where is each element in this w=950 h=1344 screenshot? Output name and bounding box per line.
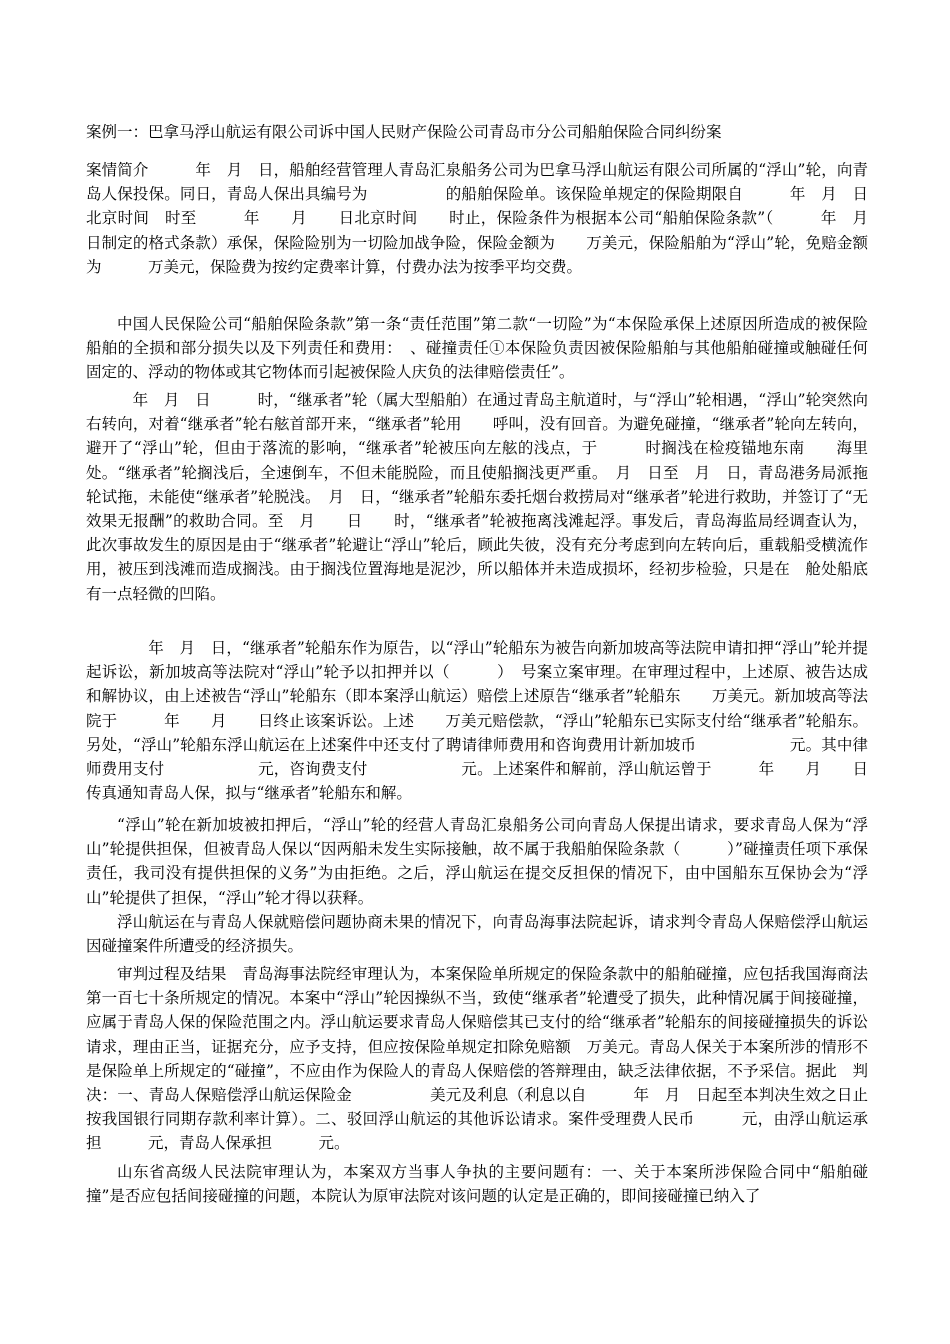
paragraph-trial-result: [86, 962, 868, 1156]
paragraph-text: 浮山航运在与青岛人保就赔偿问题协商未果的情况下，向青岛海事法院起诉，请求判令青岛人保赔偿浮山航运因碰撞案件所遭受的经济损失。: [86, 913, 868, 956]
paragraph-text: 年 月 日 时，“继承者”轮（属大型船舶）在通过青岛主航道时，与“浮山”轮相遇，“浮山”轮突然向右转向，对着“继承者”轮右舷首部开来，“继承者”轮用 呼叫，没有回音。为避免碰撞，“继承者”轮向左转向，避开了“浮山”轮，但由于落流的影响，“继承者”轮被压向左舷的浅点，于 时搁浅在检疫锚地东南 海里处。“继承者”轮搁浅后，全速倒车，不但未能脱险，而且使船搁浅更严重。 月 日至 月 日，青岛港务局派拖轮试拖，未能使“继承者”轮脱浅。 月 日，“继承者”轮船东委托烟台救捞局对“继承者”轮进行救助，并签订了“无效果无报酬”的救助合同。至 月 日 时，“继承者”轮被拖离浅滩起浮。事发后，青岛海监局经调查认为，此次事故发生的原因是由于“继承者”轮避让“浮山”轮后，顾此失彼，没有充分考虑到向左转向后，重载船受横流作用，被压到浅滩而造成搁浅。由于搁浅位置海地是泥沙，所以船体并未造成损坏，经初步检验，只是在 舱处船底有一点轻微的凹陷。: [86, 391, 868, 603]
case-title: 案例一：巴拿马浮山航运有限公司诉中国人民财产保险公司青岛市分公司船舶保险合同纠纷案: [86, 123, 722, 141]
paragraph-guarantee-request: [86, 813, 868, 910]
paragraph-text: 山东省高级人民法院审理认为，本案双方当事人争执的主要问题有：一、关于本案所涉保险合同中“船舶碰撞”是否应包括间接碰撞的问题，本院认为原审法院对该问题的认定是正确的，即间接碰撞已纳入了: [86, 1163, 868, 1206]
paragraph-lawsuit: [86, 910, 868, 958]
paragraph-text: 审判过程及结果 青岛海事法院经审理认为，本案保险单所规定的保险条款中的船舶碰撞，应包括我国海商法第一百七十条所规定的情况。本案中“浮山”轮因操纵不当，致使“继承者”轮遭受了损失，此种情况属于间接碰撞，应属于青岛人保的保险范围之内。浮山航运要求青岛人保赔偿其已支付的给“继承者”轮船东的间接碰撞损失的诉讼请求，理由正当，证据充分，应予支持，但应按保险单规定扣除免赔额 万美元。青岛人保关于本案所涉的情形不是保险单上所规定的“碰撞”，不应由作为保险人的青岛人保赔偿的答辩理由，缺乏法律依据，不予采信。据此 判决：一、青岛人保赔偿浮山航运保险金 美元及利息（利息以自 年 月 日起至本判决生效之日止按我国银行同期存款利率计算）。二、驳回浮山航运的其他诉讼请求。案件受理费人民币 元，由浮山航运承担 元，青岛人保承担 元。: [86, 965, 868, 1153]
paragraph-text: 案情简介 年 月 日，船舶经营管理人青岛汇泉船务公司为巴拿马浮山航运有限公司所属的“浮山”轮，向青岛人保投保。同日，青岛人保出具编号为 的船舶保险单。该保险单规定的保险期限自 年 月 日北京时间 时至 年 月 日北京时间 时止，保险条件为根据本公司“船舶保险条款”（ 年 月 日制定的格式条款）承保，保险险别为一切险加战争险，保险金额为 万美元，保险船舶为“浮山”轮，免赔金额为 万美元，保险费为按约定费率计算，付费办法为按季平均交费。: [86, 161, 884, 276]
paragraph-singapore-litigation: [86, 636, 868, 805]
paragraph-text: “浮山”轮在新加坡被扣押后，“浮山”轮的经营人青岛汇泉船务公司向青岛人保提出请求，要求青岛人保为“浮山”轮提供担保，但被青岛人保以“因两船未发生实际接触，故不属于我船舶保险条款（ ）”碰撞责任项下承保责任，我司没有提供担保的义务”为由拒绝。之后，浮山航运在提交反担保的情况下，由中国船东互保协会为“浮山”轮提供了担保，“浮山”轮才得以获释。: [86, 816, 868, 907]
paragraph-appeal: [86, 1160, 868, 1208]
paragraph-case-summary: [86, 158, 884, 279]
paragraph-text: 年 月 日，“继承者”轮船东作为原告，以“浮山”轮船东为被告向新加坡高等法院申请扣押“浮山”轮并提起诉讼，新加坡高等法院对“浮山”轮予以扣押并以（ ） 号案立案审理。在审理过程中，上述原、被告达成和解协议，由上述被告“浮山”轮船东（即本案浮山航运）赔偿上述原告“继承者”轮船东 万美元。新加坡高等法院于 年 月 日终止该案诉讼。上述 万美元赔偿款，“浮山”轮船东已实际支付给“继承者”轮船东。另处，“浮山”轮船东浮山航运在上述案件中还支付了聘请律师费用和咨询费用计新加坡币 元。其中律师费用支付 元，咨询费支付 元。上述案件和解前，浮山航运曾于 年 月 日传真通知青岛人保，拟与“继承者”轮船东和解。: [86, 639, 868, 803]
paragraph-grounding-incident: [86, 388, 868, 606]
paragraph-policy-terms: [86, 312, 868, 385]
paragraph-text: 中国人民保险公司“船舶保险条款”第一条“责任范围”第二款“一切险”为“本保险承保上述原因所造成的被保险船舶的全损和部分损失以及下列责任和费用： 、碰撞责任①本保险负责因被保险船舶与其他船舶碰撞或触碰任何固定的、浮动的物体或其它物体而引起被保险人庆负的法律赔偿责任”。: [86, 315, 868, 382]
